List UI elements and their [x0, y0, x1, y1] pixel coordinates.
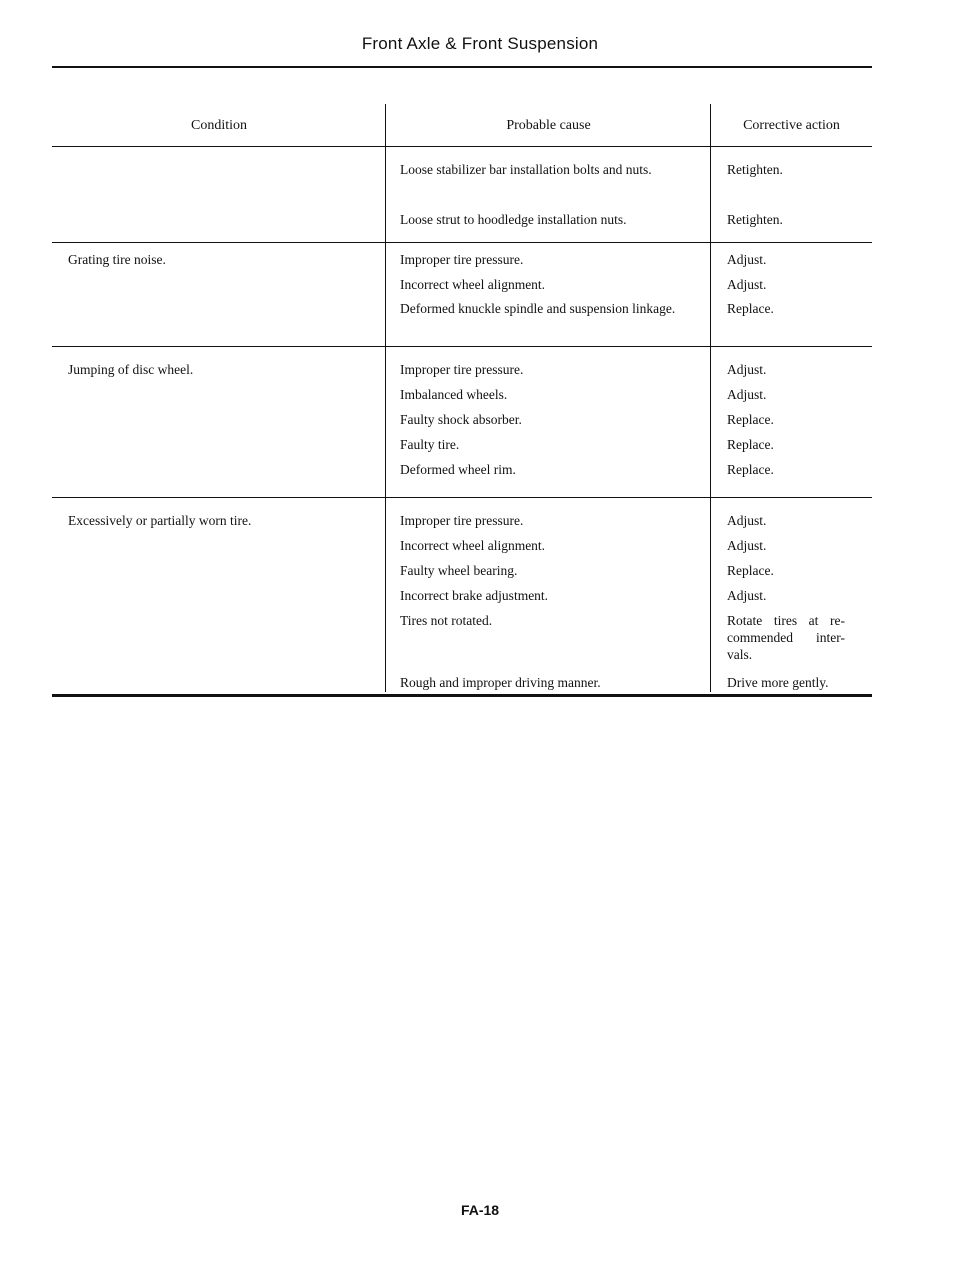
cause-item: Incorrect wheel alignment. [400, 277, 546, 292]
cause-item: Improper tire pressure. [400, 252, 524, 267]
cause-cell [386, 243, 711, 346]
cause-item: Deformed wheel rim. [400, 462, 516, 477]
cause-item: Rough and improper driving manner. [400, 675, 601, 690]
cause-item: Tires not rotated. [400, 613, 493, 628]
cause-item: Incorrect brake adjustment. [400, 588, 549, 603]
condition-cell: Jumping of disc wheel. [68, 362, 194, 377]
title-rule [52, 66, 872, 68]
cause-item: Improper tire pressure. [400, 362, 524, 377]
action-item: Replace. [727, 437, 774, 452]
action-cell [711, 243, 872, 346]
table-header-row [52, 104, 872, 147]
troubleshooting-table [52, 104, 872, 697]
action-item: Replace. [727, 462, 774, 477]
action-item: Retighten. [727, 212, 783, 227]
action-item: Rotate tires at re-commended inter-vals. [727, 613, 845, 662]
action-item: Adjust. [727, 513, 767, 528]
action-item: Adjust. [727, 538, 767, 553]
action-item: Replace. [727, 412, 774, 427]
column-header-corrective-action: Corrective action [743, 118, 840, 133]
column-header-probable-cause: Probable cause [506, 118, 591, 133]
table-group [52, 498, 872, 697]
action-item: Adjust. [727, 362, 767, 377]
action-cell [711, 498, 872, 694]
action-item: Retighten. [727, 162, 783, 177]
cause-item: Imbalanced wheels. [400, 387, 508, 402]
cause-cell [386, 498, 711, 694]
action-item: Adjust. [727, 387, 767, 402]
action-item: Replace. [727, 563, 774, 578]
table-group [52, 147, 872, 243]
table-group [52, 243, 872, 347]
cause-item: Loose stabilizer bar installation bolts and nuts. [400, 162, 652, 177]
page-title: Front Axle & Front Suspension [361, 34, 599, 53]
action-item: Replace. [727, 301, 774, 316]
action-cell [711, 147, 872, 242]
action-item: Adjust. [727, 277, 767, 292]
page-number: FA-18 [460, 1202, 500, 1218]
condition-cell: Grating tire noise. [68, 252, 166, 267]
cause-item: Faulty wheel bearing. [400, 563, 518, 578]
cause-item: Deformed knuckle spindle and suspension linkage. [400, 301, 676, 316]
table-group [52, 347, 872, 498]
action-item: Adjust. [727, 252, 767, 267]
action-cell [711, 347, 872, 497]
cause-item: Loose strut to hoodledge installation nuts. [400, 212, 627, 227]
action-item: Adjust. [727, 588, 767, 603]
column-header-condition: Condition [190, 118, 247, 133]
cause-item: Faulty tire. [400, 437, 460, 452]
cause-item: Faulty shock absorber. [400, 412, 522, 427]
cause-cell [386, 347, 711, 497]
condition-cell [52, 147, 386, 242]
cause-cell [386, 147, 711, 242]
action-item: Drive more gently. [727, 675, 829, 690]
cause-item: Improper tire pressure. [400, 513, 524, 528]
cause-item: Incorrect wheel alignment. [400, 538, 546, 553]
condition-cell: Excessively or partially worn tire. [68, 513, 252, 528]
